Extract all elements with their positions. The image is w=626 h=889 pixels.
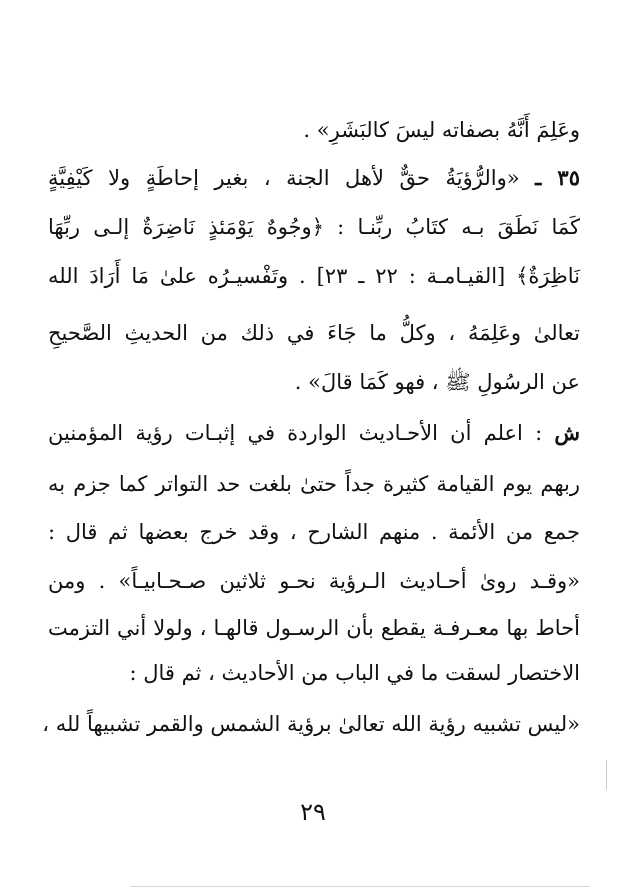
text-line-1	[48, 115, 580, 145]
text-line-6	[48, 367, 580, 397]
text-line-4	[48, 261, 580, 291]
text-line-3	[48, 212, 580, 242]
scan-margin-mark	[606, 760, 607, 790]
line-text: «ليس تشبيه رؤية الله تعالىٰ برؤية الشمس والقمر تشبيهاً لله ،	[42, 712, 580, 736]
page-number: ٢٩	[300, 798, 326, 826]
line-text: جمع من الأئمة . منهم الشارح ، وقد خرج بعضها ثم قال :	[48, 520, 580, 544]
text-line-10	[48, 566, 580, 596]
section-number: ٣٥ ـ	[535, 165, 580, 190]
line-text: وعَلِمَ أَنَّهُ بصفاته ليسَ كالبَشَرِ» .	[303, 118, 580, 142]
line-text: ربهم يوم القيامة كثيرة جداً حتىٰ بلغت حد التواتر كما جزم به	[48, 472, 580, 496]
line-text: الاختصار لسقت ما في الباب من الأحاديث ، ثم قال :	[129, 661, 580, 685]
commentary-marker: ش	[554, 420, 580, 445]
text-line-8	[48, 469, 580, 499]
text-line-5	[48, 318, 580, 348]
line-text: «وقـد رویٰ أحـاديث الـرؤية نحـو ثلاثين صـحـابيـاً» . ومن	[48, 569, 580, 593]
line-text: عن الرسُولِ ﷺ ، فهو كَمَا قالَ» .	[294, 370, 580, 394]
line-text: «والرُّؤيَةُ حقٌّ لأهل الجنة ، بغير إحاطَةٍ ولا كَيْفِيَّةٍ	[48, 166, 536, 190]
scan-edge-mark	[130, 886, 590, 887]
line-text: أحاط بها معـرفـة يقطع بأن الرسـول قالهـا ، ولولا أني التزمت	[48, 616, 580, 640]
text-line-9	[48, 517, 580, 547]
line-text: تعالىٰ وعَلِمَهُ ، وكلُّ ما جَاءَ في ذلك من الحديثِ الصَّحيحِ	[48, 321, 580, 345]
text-line-7	[48, 418, 580, 448]
line-text: نَاظِرَةٌ﴾ [القيـامـة : ٢٢ ـ ٢٣] . وتَفْسيـرُه علىٰ مَا أَرَادَ الله	[48, 264, 580, 288]
text-line-2	[48, 163, 580, 193]
line-text: : اعلم أن الأحـاديث الواردة في إثبـات رؤية المؤمنين	[48, 421, 555, 445]
text-line-11	[48, 613, 580, 643]
text-line-13	[42, 709, 580, 739]
line-text: كَمَا نَطَقَ بـه كتَابُ ربِّنـا : ﴿وجُوهٌ يَوْمَئذٍ نَاضِرَةٌ إلـى ربِّهَا	[48, 215, 580, 239]
text-line-12	[48, 658, 580, 688]
